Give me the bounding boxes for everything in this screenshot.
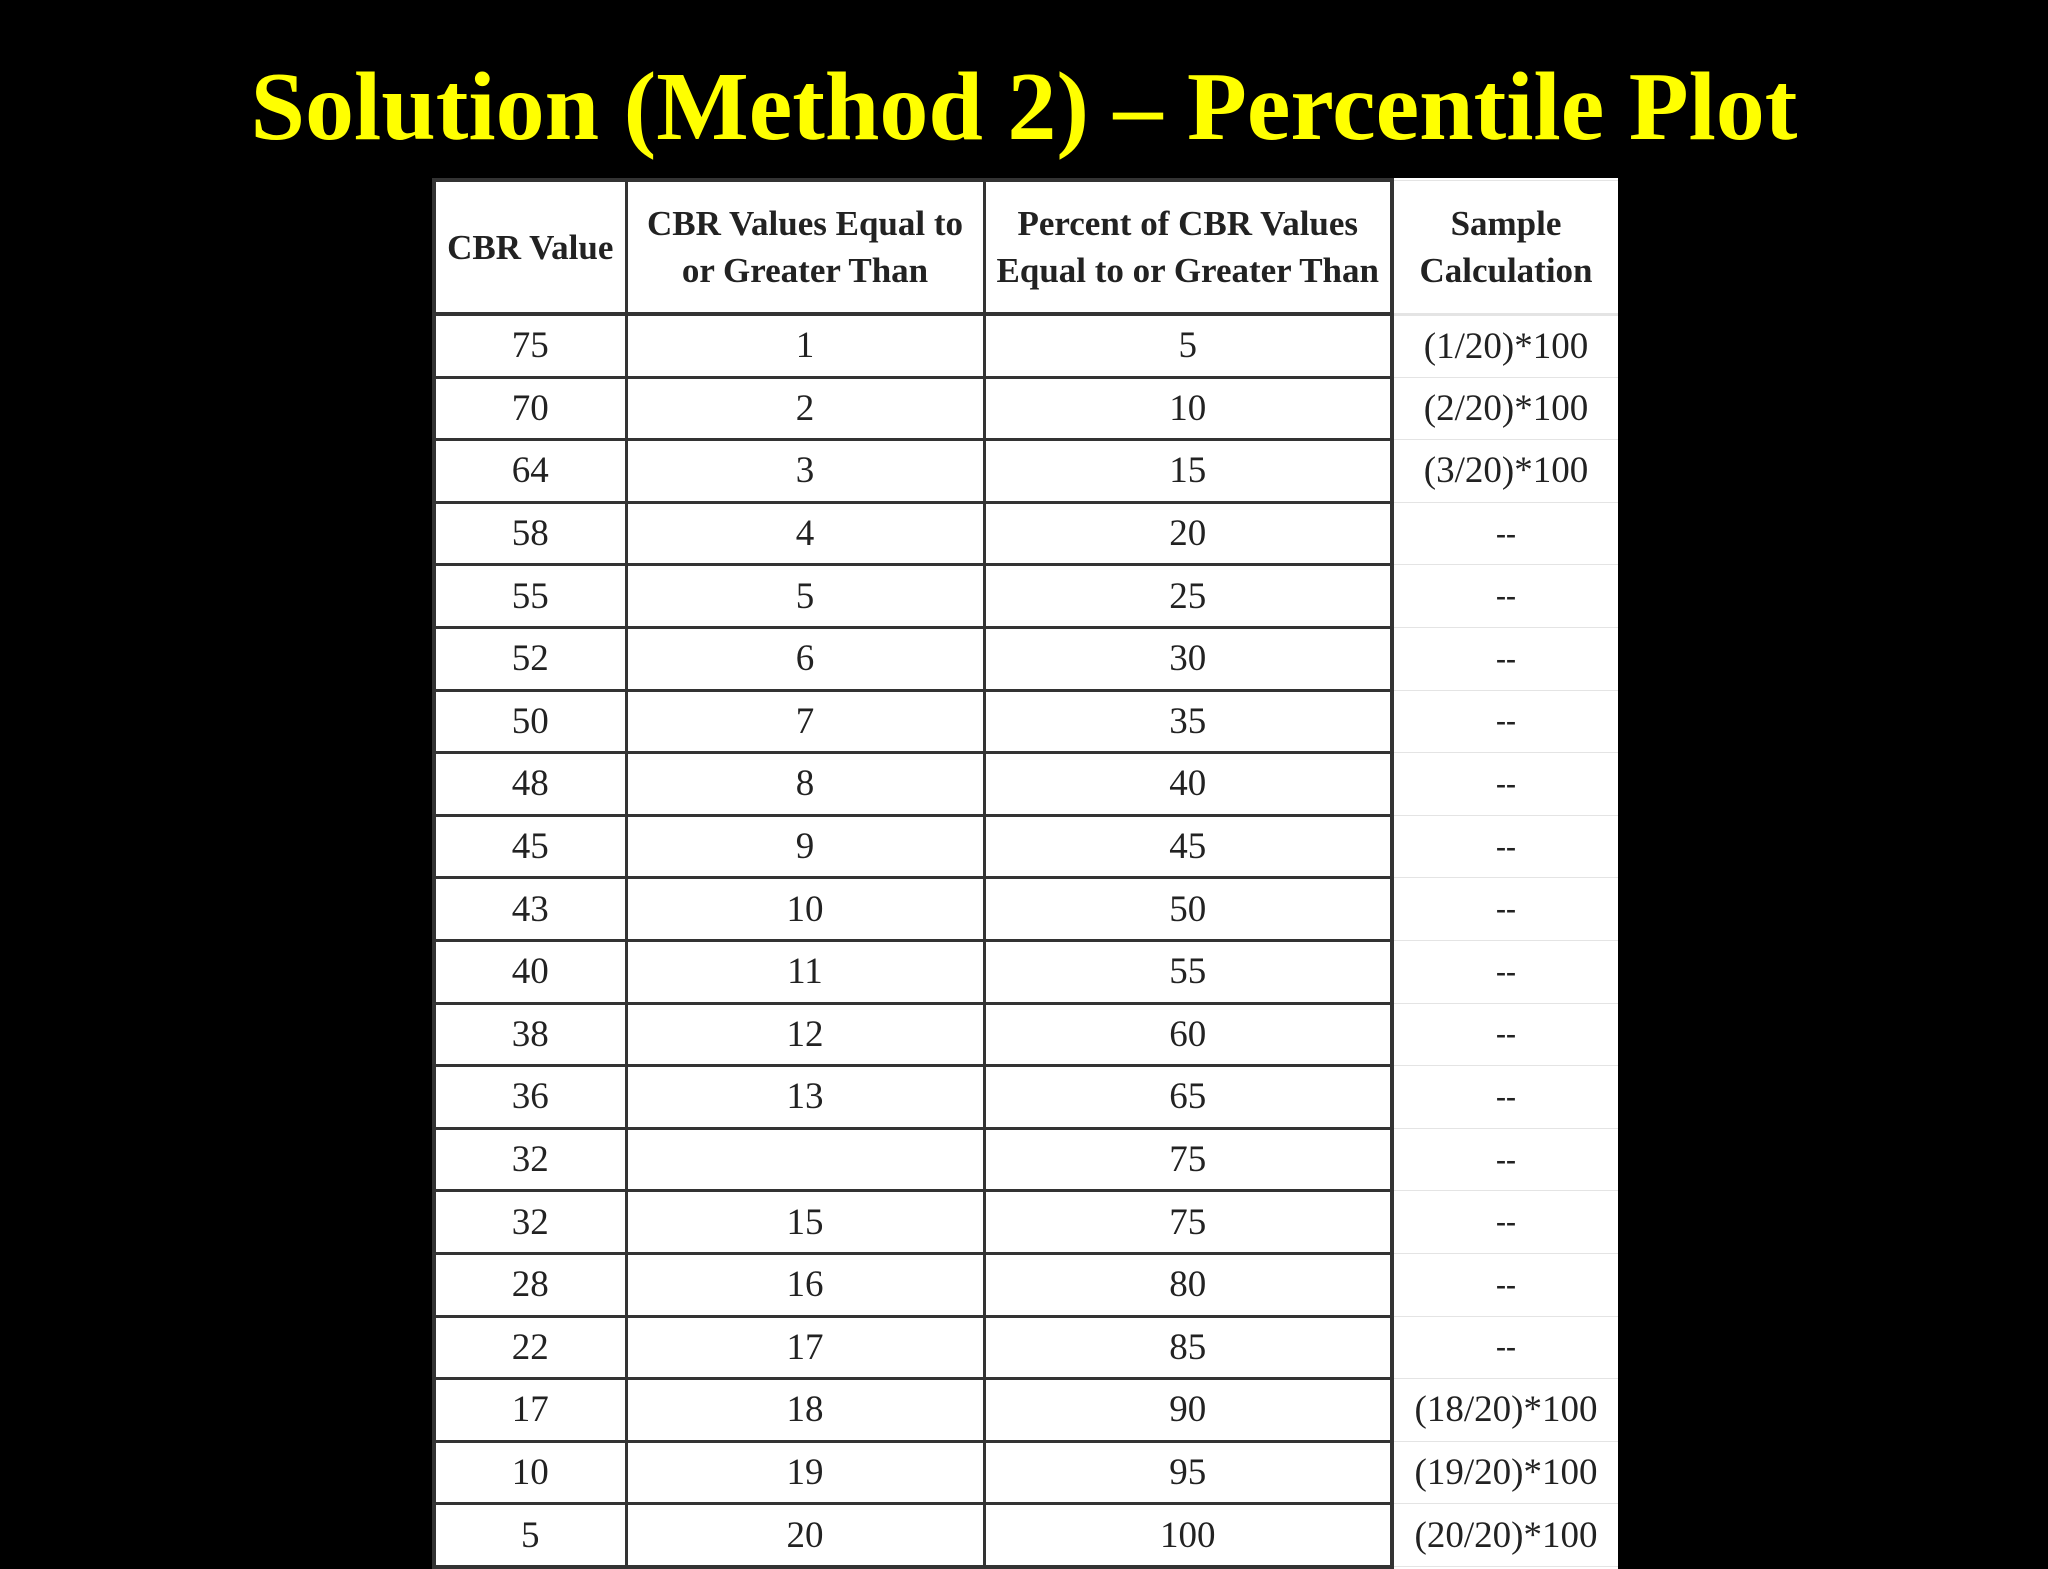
cell-count-equal-or-greater: 7 [626,690,984,753]
cell-cbr-value: 28 [434,1253,626,1316]
cell-sample-calculation: (18/20)*100 [1392,1379,1618,1442]
cell-cbr-value: 75 [434,314,626,377]
table-row [434,1003,1618,1066]
cell-count-equal-or-greater: 6 [626,627,984,690]
cell-cbr-value: 45 [434,815,626,878]
cell-cbr-value: 10 [434,1441,626,1504]
cell-percent: 75 [984,1191,1392,1254]
cell-cbr-value: 43 [434,878,626,941]
cell-cbr-value: 32 [434,1191,626,1254]
cell-sample-calculation: -- [1392,1066,1618,1129]
cell-cbr-value: 36 [434,1066,626,1129]
cell-percent: 40 [984,753,1392,816]
cell-sample-calculation: -- [1392,502,1618,565]
cell-sample-calculation: -- [1392,1003,1618,1066]
cell-count-equal-or-greater [626,1128,984,1191]
cell-count-equal-or-greater: 3 [626,440,984,503]
cell-count-equal-or-greater: 12 [626,1003,984,1066]
cell-count-equal-or-greater: 20 [626,1504,984,1567]
cell-count-equal-or-greater: 1 [626,314,984,377]
cell-cbr-value: 52 [434,627,626,690]
cell-sample-calculation: (1/20)*100 [1392,314,1618,377]
table-row [434,565,1618,628]
header-cbr-values-equal-or-greater: CBR Values Equal to or Greater Than [626,180,984,314]
cell-count-equal-or-greater: 4 [626,502,984,565]
percentile-table [432,178,1618,1569]
cell-sample-calculation: (19/20)*100 [1392,1441,1618,1504]
table-row [434,440,1618,503]
table-row [434,1066,1618,1129]
cell-cbr-value: 22 [434,1316,626,1379]
cell-percent: 65 [984,1066,1392,1129]
table-row [434,1441,1618,1504]
header-percent-equal-or-greater: Percent of CBR Values Equal to or Greater Than [984,180,1392,314]
cell-percent: 90 [984,1379,1392,1442]
table-row [434,314,1618,377]
cell-sample-calculation: -- [1392,1191,1618,1254]
table-header-row [434,180,1618,314]
cell-count-equal-or-greater: 10 [626,878,984,941]
cell-sample-calculation: (2/20)*100 [1392,377,1618,440]
table-row [434,815,1618,878]
header-cbr-value: CBR Value [434,180,626,314]
cell-percent: 85 [984,1316,1392,1379]
cell-sample-calculation: -- [1392,627,1618,690]
table-body [434,314,1618,1567]
cell-percent: 30 [984,627,1392,690]
cell-count-equal-or-greater: 19 [626,1441,984,1504]
cell-cbr-value: 55 [434,565,626,628]
table-row [434,753,1618,816]
cell-sample-calculation: -- [1392,690,1618,753]
cell-percent: 5 [984,314,1392,377]
cell-count-equal-or-greater: 5 [626,565,984,628]
cell-count-equal-or-greater: 11 [626,940,984,1003]
slide-title: Solution (Method 2) – Percentile Plot [250,53,1798,161]
table-row [434,1316,1618,1379]
cell-percent: 55 [984,940,1392,1003]
cell-count-equal-or-greater: 18 [626,1379,984,1442]
cell-sample-calculation: -- [1392,1128,1618,1191]
cell-percent: 10 [984,377,1392,440]
cell-sample-calculation: -- [1392,940,1618,1003]
header-sample-calculation: Sample Calculation [1392,180,1618,314]
cell-cbr-value: 32 [434,1128,626,1191]
cell-cbr-value: 5 [434,1504,626,1567]
cell-sample-calculation: -- [1392,878,1618,941]
cell-cbr-value: 38 [434,1003,626,1066]
cell-sample-calculation: -- [1392,1253,1618,1316]
cell-cbr-value: 50 [434,690,626,753]
cell-count-equal-or-greater: 9 [626,815,984,878]
cell-percent: 60 [984,1003,1392,1066]
cell-cbr-value: 58 [434,502,626,565]
cell-count-equal-or-greater: 8 [626,753,984,816]
cell-sample-calculation: -- [1392,815,1618,878]
cell-count-equal-or-greater: 2 [626,377,984,440]
cell-count-equal-or-greater: 13 [626,1066,984,1129]
cell-percent: 50 [984,878,1392,941]
cell-sample-calculation: (3/20)*100 [1392,440,1618,503]
cell-percent: 25 [984,565,1392,628]
table-row [434,690,1618,753]
table-row [434,940,1618,1003]
cell-cbr-value: 48 [434,753,626,816]
table-row [434,1253,1618,1316]
cell-percent: 75 [984,1128,1392,1191]
cell-percent: 35 [984,690,1392,753]
table-row [434,878,1618,941]
table-row [434,1379,1618,1442]
cell-cbr-value: 70 [434,377,626,440]
cell-percent: 15 [984,440,1392,503]
cell-percent: 95 [984,1441,1392,1504]
cell-percent: 45 [984,815,1392,878]
cell-sample-calculation: -- [1392,1316,1618,1379]
table-row [434,1504,1618,1567]
cell-count-equal-or-greater: 15 [626,1191,984,1254]
cell-cbr-value: 40 [434,940,626,1003]
cell-percent: 80 [984,1253,1392,1316]
cell-percent: 100 [984,1504,1392,1567]
table-row [434,1191,1618,1254]
cell-cbr-value: 64 [434,440,626,503]
cell-sample-calculation: -- [1392,565,1618,628]
table-row [434,502,1618,565]
cell-count-equal-or-greater: 17 [626,1316,984,1379]
table-row [434,627,1618,690]
cell-sample-calculation: (20/20)*100 [1392,1504,1618,1567]
cell-cbr-value: 17 [434,1379,626,1442]
cell-count-equal-or-greater: 16 [626,1253,984,1316]
percentile-table-container [432,178,1616,1556]
cell-sample-calculation: -- [1392,753,1618,816]
table-row [434,1128,1618,1191]
cell-percent: 20 [984,502,1392,565]
table-row [434,377,1618,440]
